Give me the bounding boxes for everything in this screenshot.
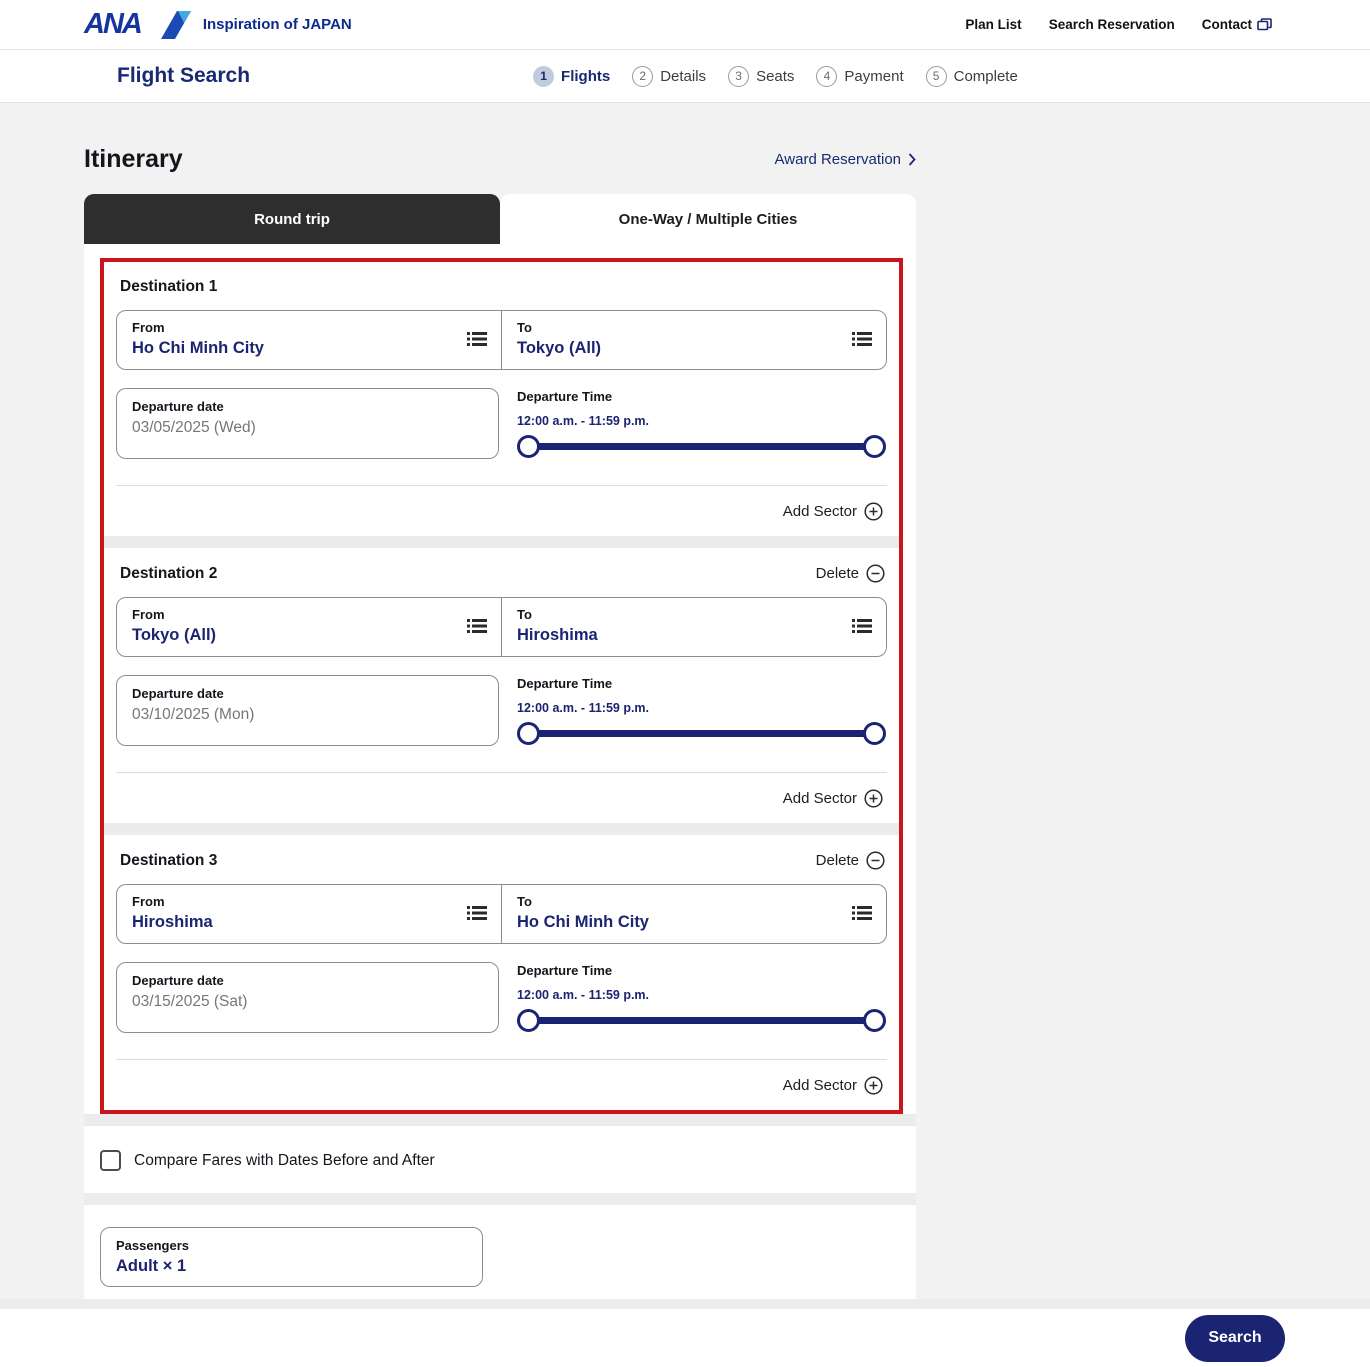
departure-date-value: 03/15/2025 (Sat) [132, 993, 248, 1010]
departure-time-range: 12:00 a.m. - 11:59 p.m. [517, 988, 650, 1002]
destinations [100, 258, 903, 1114]
from-value: Tokyo (All) [132, 626, 217, 644]
plus-circle-icon [864, 789, 883, 808]
tab-round-trip[interactable]: Round trip [84, 194, 500, 244]
departure-time-range: 12:00 a.m. - 11:59 p.m. [517, 701, 650, 715]
departure-time-slider [517, 435, 886, 459]
step-complete: 5 Complete [926, 66, 1018, 87]
step-payment: 4 Payment [816, 66, 903, 87]
slider-handle-start[interactable] [517, 722, 540, 745]
search-button[interactable]: Search [1185, 1315, 1285, 1362]
to-field[interactable] [502, 311, 886, 369]
ana-logo-text: ANA [84, 8, 141, 40]
destination-title: Destination 2 [120, 564, 218, 582]
list-icon[interactable] [466, 329, 488, 349]
from-to-field [116, 597, 887, 657]
add-sector-label: Add Sector [782, 1076, 857, 1094]
slider-handle-start[interactable] [517, 1009, 540, 1032]
to-field[interactable] [502, 598, 886, 656]
departure-date-label: Departure date [132, 399, 224, 414]
passengers-value: Adult × 1 [116, 1257, 187, 1275]
passengers-label: Passengers [116, 1238, 189, 1253]
itinerary-title: Itinerary [84, 145, 183, 173]
destination-separator [104, 536, 899, 548]
passengers-field[interactable] [100, 1227, 483, 1287]
flight-search-header [0, 50, 1370, 103]
departure-date-label: Departure date [132, 686, 224, 701]
departure-date-value: 03/10/2025 (Mon) [132, 706, 255, 723]
slider-handle-end[interactable] [863, 722, 886, 745]
compare-fares-row [84, 1126, 916, 1193]
add-sector-button[interactable] [783, 1076, 883, 1095]
ana-logo-wing-icon [147, 11, 191, 39]
list-icon[interactable] [466, 903, 488, 923]
to-field[interactable] [502, 885, 886, 943]
from-label: From [132, 894, 165, 909]
nav-search-reservation[interactable]: Search Reservation [1048, 17, 1175, 32]
itinerary-lead [0, 103, 1370, 174]
top-nav [965, 17, 1272, 32]
departure-time-block [499, 962, 887, 1033]
from-label: From [132, 607, 165, 622]
itinerary-panel [84, 244, 916, 1299]
departure-time-range: 12:00 a.m. - 11:59 p.m. [517, 414, 650, 428]
from-field[interactable] [117, 311, 502, 369]
delete-button[interactable] [816, 564, 885, 583]
slider-handle-end[interactable] [863, 435, 886, 458]
add-sector-button[interactable] [783, 789, 883, 808]
destination-separator [104, 823, 899, 835]
minus-circle-icon [866, 851, 885, 870]
page-gap [0, 1299, 1370, 1309]
destination-section [104, 835, 899, 1110]
departure-date-field[interactable] [116, 675, 499, 746]
new-window-icon [1257, 18, 1272, 31]
compare-fares-label: Compare Fares with Dates Before and After [134, 1151, 435, 1169]
passengers-section [84, 1205, 916, 1299]
departure-time-slider [517, 1009, 886, 1033]
departure-date-label: Departure date [132, 973, 224, 988]
slider-handle-end[interactable] [863, 1009, 886, 1032]
slider-track [527, 443, 876, 450]
from-label: From [132, 320, 165, 335]
list-icon[interactable] [851, 616, 873, 636]
to-value: Tokyo (All) [517, 339, 602, 357]
ana-logo[interactable] [84, 8, 352, 41]
delete-label: Delete [815, 852, 859, 869]
step-details: 2 Details [632, 66, 706, 87]
search-footer [0, 1309, 1370, 1367]
to-label: To [517, 894, 532, 909]
departure-time-label: Departure Time [517, 676, 613, 691]
tab-one-way-multiple-cities[interactable]: One-Way / Multiple Cities [500, 194, 916, 244]
from-value: Ho Chi Minh City [132, 339, 264, 357]
departure-date-field[interactable] [116, 962, 499, 1033]
departure-time-block [499, 388, 887, 459]
departure-time-label: Departure Time [517, 389, 613, 404]
trip-type-tabs [84, 194, 916, 244]
to-label: To [517, 320, 532, 335]
departure-time-block [499, 675, 887, 746]
from-field[interactable] [117, 598, 502, 656]
minus-circle-icon [866, 564, 885, 583]
section-separator [84, 1114, 916, 1126]
from-value: Hiroshima [132, 913, 213, 931]
delete-label: Delete [815, 565, 859, 582]
nav-plan-list[interactable]: Plan List [965, 17, 1022, 32]
section-separator [84, 1193, 916, 1205]
from-to-field [116, 884, 887, 944]
to-label: To [517, 607, 532, 622]
departure-time-label: Departure Time [517, 963, 613, 978]
departure-date-value: 03/05/2025 (Wed) [132, 419, 256, 436]
slider-track [527, 1017, 876, 1024]
to-value: Hiroshima [517, 626, 598, 644]
add-sector-label: Add Sector [782, 502, 857, 520]
departure-date-field[interactable] [116, 388, 499, 459]
plus-circle-icon [864, 1076, 883, 1095]
plus-circle-icon [864, 502, 883, 521]
slider-handle-start[interactable] [517, 435, 540, 458]
destination-title: Destination 1 [120, 278, 218, 295]
destination-section [104, 548, 899, 823]
page-title: Flight Search [117, 64, 251, 87]
add-sector-button[interactable] [783, 502, 883, 521]
ana-tagline: Inspiration of JAPAN [202, 16, 352, 33]
add-sector-label: Add Sector [782, 789, 857, 807]
nav-contact[interactable]: Contact [1202, 17, 1272, 32]
chevron-right-icon [908, 153, 916, 166]
step-flights: 1 Flights [533, 66, 610, 87]
award-reservation-link[interactable]: Award Reservation [775, 151, 916, 168]
list-icon[interactable] [851, 903, 873, 923]
list-icon[interactable] [466, 616, 488, 636]
list-icon[interactable] [851, 329, 873, 349]
slider-track [527, 730, 876, 737]
progress-steps [533, 66, 1018, 87]
from-field[interactable] [117, 885, 502, 943]
destination-section [104, 262, 899, 536]
compare-fares-checkbox[interactable] [100, 1150, 121, 1171]
delete-button[interactable] [816, 851, 885, 870]
top-header [0, 0, 1370, 50]
from-to-field [116, 310, 887, 370]
to-value: Ho Chi Minh City [517, 913, 649, 931]
departure-time-slider [517, 722, 886, 746]
step-seats: 3 Seats [728, 66, 794, 87]
destination-title: Destination 3 [120, 851, 218, 869]
